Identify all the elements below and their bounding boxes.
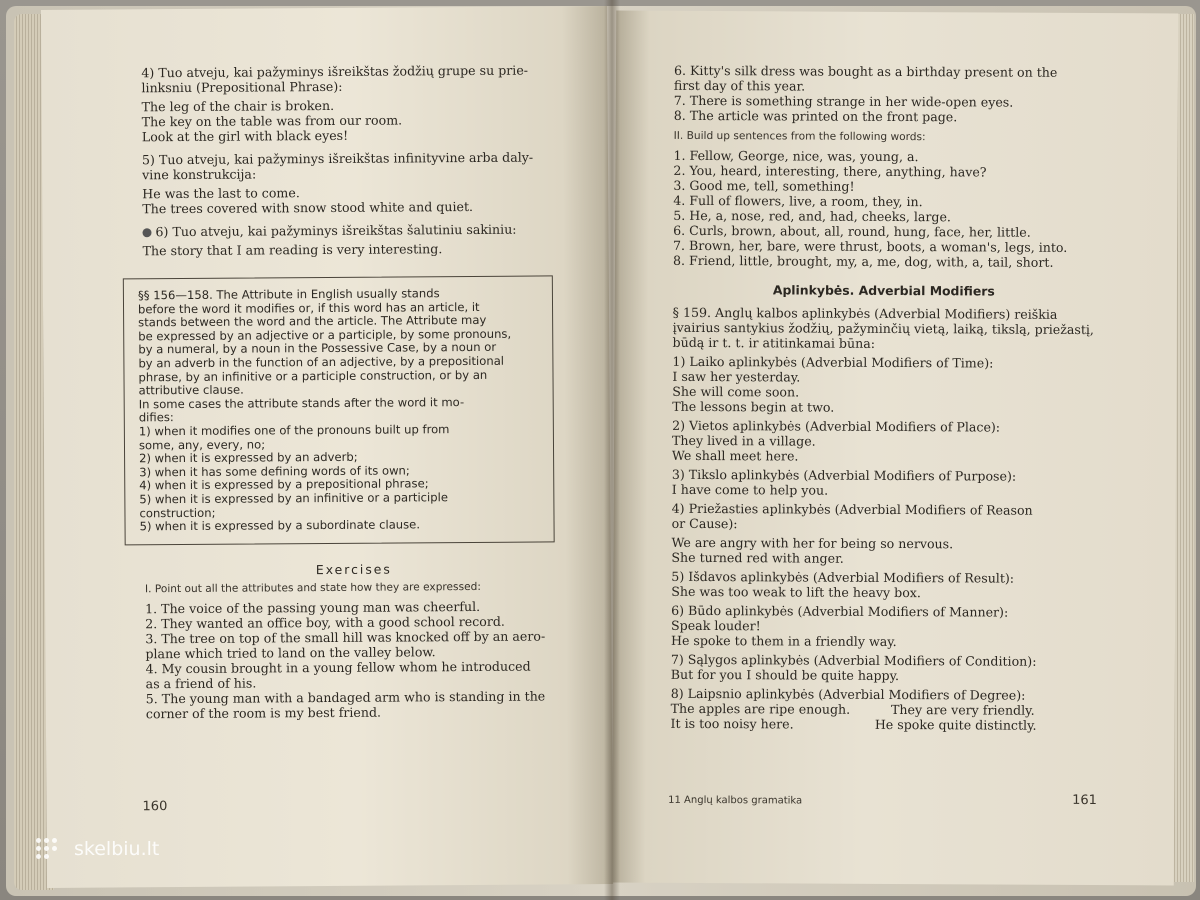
watermark-logo-icon <box>36 838 66 860</box>
item-line: 1) Laiko aplinkybės (Adverbial Modifiers of Time): <box>672 353 994 371</box>
degree-example: They are very friendly. <box>890 701 1035 718</box>
section-intro: įvairius santykius žodžių, pažyminčių vietą, laiką, tikslą, priežastį, <box>672 319 1094 338</box>
build-line: 4. Full of flowers, live, a room, they, in. <box>673 192 923 210</box>
build-line: 6. Curls, brown, about, all, round, hung, face, her, little. <box>673 222 1031 240</box>
example: He was the last to come. <box>142 185 300 202</box>
exercise-line: 5. The young man with a bandaged arm who is standing in the <box>145 688 546 706</box>
exercise-line: as a friend of his. <box>145 675 257 691</box>
right-page <box>612 11 1179 886</box>
attribute-rule-box <box>123 275 555 545</box>
left-page <box>41 6 613 888</box>
watermark-text: skelbiu.lt <box>74 838 160 860</box>
item-line: I saw her yesterday. <box>672 368 801 385</box>
line: 6) Tuo atveju, kai pažyminys išreikštas šalutiniu sakiniu: <box>142 221 560 239</box>
exercise-line: corner of the room is my best friend. <box>145 704 382 721</box>
page-number-right: 161 <box>1072 792 1098 809</box>
exercise-task: I. Point out all the attributes and state how they are expressed: <box>144 580 481 595</box>
item-line: Speak louder! <box>671 617 761 634</box>
item-line: 4) Priežasties aplinkybės (Adverbial Modifiers of Reason <box>671 500 1033 518</box>
item-line: 2) Vietos aplinkybės (Adverbial Modifiers of Place): <box>672 417 1001 435</box>
left-page-text <box>137 62 564 721</box>
build-line: 1. Fellow, George, nice, was, young, a. <box>673 147 919 165</box>
example: The trees covered with snow stood white and quiet. <box>142 198 474 217</box>
item-line: 3) Tikslo aplinkybės (Adverbial Modifiers of Purpose): <box>671 466 1017 484</box>
item-line: She turned red with anger. <box>671 549 844 566</box>
exercise-line: 3. The tree on top of the small hill was knocked off by an aero- <box>145 628 546 646</box>
example: The key on the table was from our room. <box>141 112 403 130</box>
box-line: 2) when it is expressed by an adverb; <box>139 449 358 466</box>
box-line: 5) when it is expressed by an infinitive or a participle <box>139 490 449 507</box>
example: The story that I am reading is very interesting. <box>142 241 443 259</box>
box-line: construction; <box>139 505 216 520</box>
item-line: 6) Būdo aplinkybės (Adverbial Modifiers of Manner): <box>671 602 1009 620</box>
degree-example: The apples are ripe enough. <box>670 700 851 717</box>
item-line: 5) Išdavos aplinkybės (Adverbial Modifiers of Result): <box>671 568 1015 586</box>
box-line: by a numeral, by a noun in the Possessive Case, by a noun or <box>138 340 497 357</box>
exercise-task: II. Build up sentences from the following words: <box>673 129 926 144</box>
box-line: 3) when it has some defining words of its own; <box>139 463 410 480</box>
build-line: 8. Friend, little, brought, my, a, me, dog, with, a, tail, short. <box>672 252 1054 270</box>
exercise-line: 6. Kitty's silk dress was bought as a birthday present on the <box>673 62 1058 80</box>
box-line: 5) when it is expressed by a subordinate clause. <box>139 517 421 534</box>
item-line: I have come to help you. <box>671 481 829 498</box>
line: vine konstrukcija: <box>142 166 257 183</box>
exercise-line: 8. The article was printed on the front page. <box>673 107 958 125</box>
right-page-text <box>671 63 1096 733</box>
box-line: be expressed by an adjective or a participle, by some pronouns, <box>138 326 512 344</box>
degree-example: It is too noisy here. <box>670 715 794 732</box>
box-line: by an adverb in the function of an adjective, by a prepositional <box>138 353 505 371</box>
item-line: We are angry with her for being so nervous. <box>671 534 954 552</box>
line: 5) Tuo atveju, kai pažyminys išreikštas infinityvine arba daly- <box>141 149 534 168</box>
page-footer: 11 Anglų kalbos gramatika <box>668 794 803 807</box>
degree-examples-row <box>671 716 1093 733</box>
exercise-line: 1. The voice of the passing young man was cheerful. <box>145 598 481 616</box>
box-line: phrase, by an infinitive or a participle construction, or by an <box>138 367 488 384</box>
box-line: 4) when it is expressed by a prepositional phrase; <box>139 476 429 493</box>
exercise-line: 4. My cousin brought in a young fellow whom he introduced <box>145 658 531 676</box>
box-line: In some cases the attribute stands after the word it mo- <box>138 394 465 412</box>
box-line: stands between the word and the article. The Attribute may <box>138 313 487 330</box>
section-heading: Aplinkybės. Adverbial Modifiers <box>772 282 995 299</box>
line: linksniu (Prepositional Phrase): <box>141 78 343 96</box>
build-line: 2. You, heard, interesting, there, anything, have? <box>673 162 987 180</box>
box-line: §§ 156—158. The Attribute in English usually stands <box>137 286 440 303</box>
example: Look at the girl with black eyes! <box>141 127 349 145</box>
item-line: or Cause): <box>671 515 738 532</box>
exercise-line: plane which tried to land on the valley below. <box>145 643 436 661</box>
item-line: The lessons begin at two. <box>672 398 835 415</box>
item-line: But for you I should be quite happy. <box>670 666 900 684</box>
watermark <box>36 838 159 860</box>
build-line: 3. Good me, tell, something! <box>673 177 855 194</box>
exercise-line: 2. They wanted an office boy, with a good school record. <box>145 613 505 631</box>
section-intro: § 159. Anglų kalbos aplinkybės (Adverbial Modifiers) reiškia <box>672 304 1058 322</box>
exercise-line: first day of this year. <box>673 77 806 94</box>
build-line: 5. He, a, nose, red, and, had, cheeks, large. <box>673 207 952 225</box>
exercises-heading: Exercises <box>315 561 392 577</box>
box-line: attributive clause. <box>138 382 244 398</box>
item-line: 7) Sąlygos aplinkybės (Adverbial Modifiers of Condition): <box>670 651 1037 669</box>
item-line: She was too weak to lift the heavy box. <box>671 583 921 601</box>
item-line: He spoke to them in a friendly way. <box>670 632 897 650</box>
book-gutter <box>604 0 620 900</box>
page-number-left: 160 <box>142 799 168 815</box>
section-intro: būdą ir t. t. ir atitinkamai būna: <box>672 334 876 351</box>
item-line: We shall meet here. <box>671 447 799 464</box>
item-line: They lived in a village. <box>671 432 816 449</box>
build-line: 7. Brown, her, bare, were thrust, boots, a woman's, legs, into. <box>673 237 1068 255</box>
bullet-mark <box>142 228 151 237</box>
box-line: 1) when it modifies one of the pronouns built up from <box>138 422 450 439</box>
degree-example: He spoke quite distinctly. <box>874 716 1037 733</box>
exercise-line: 7. There is something strange in her wide-open eyes. <box>673 92 1014 110</box>
item-line: 8) Laipsnio aplinkybės (Adverbial Modifiers of Degree): <box>670 685 1026 703</box>
box-line: some, any, every, no; <box>138 436 266 452</box>
line: 4) Tuo atveju, kai pažyminys išreikštas žodžių grupe su prie- <box>141 62 529 81</box>
example: The leg of the chair is broken. <box>141 97 335 115</box>
box-line: before the word it modifies or, if this word has an article, it <box>137 299 480 316</box>
item-line: She will come soon. <box>672 383 800 400</box>
box-line: difies: <box>138 410 174 425</box>
